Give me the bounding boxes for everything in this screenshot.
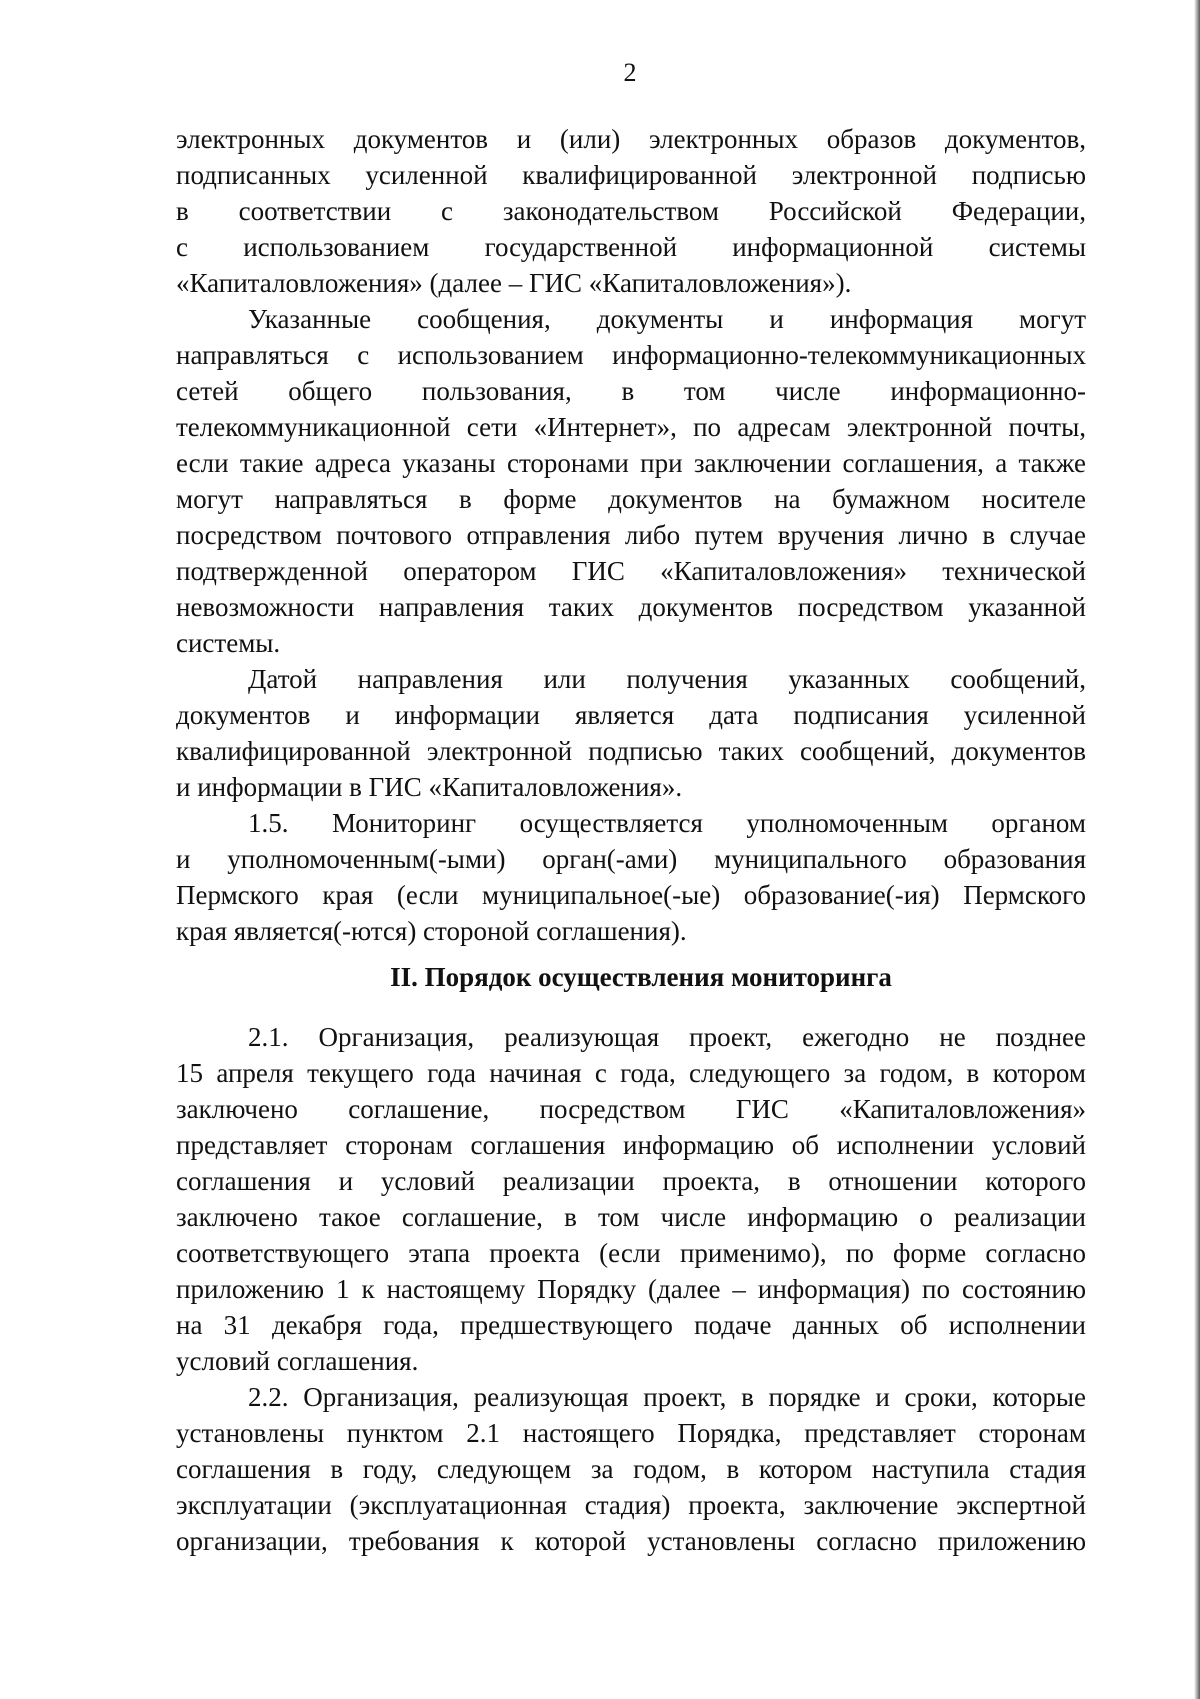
paragraph-line: документов и информации является дата подписания усиленной — [176, 700, 1086, 730]
paragraph-line: сетей общего пользования, в том числе информационно- — [176, 376, 1086, 406]
paragraph — [176, 661, 1086, 805]
paragraph-line: Датой направления или получения указанных сообщений, — [248, 664, 1086, 694]
paragraph-line: и информации в ГИС «Капиталовложения». — [176, 772, 683, 802]
paragraph-line: 2.1. Организация, реализующая проект, ежегодно не позднее — [248, 1022, 1086, 1052]
paragraph-line: с использованием государственной информационной системы — [176, 232, 1086, 262]
paragraph-line: установлены пунктом 2.1 настоящего Порядка, представляет сторонам — [176, 1418, 1086, 1448]
paragraph — [176, 805, 1086, 949]
paragraph-line: Указанные сообщения, документы и информация могут — [248, 304, 1086, 334]
paragraph-line: 2.2. Организация, реализующая проект, в порядке и сроки, которые — [248, 1382, 1086, 1412]
paragraph-line: в соответствии с законодательством Российской Федерации, — [176, 196, 1086, 226]
paragraph-line: края является(-ются) стороной соглашения). — [176, 916, 687, 946]
intro-paragraphs — [176, 121, 1086, 949]
paragraph-line: условий соглашения. — [176, 1346, 419, 1376]
paragraph-line: 15 апреля текущего года начиная с года, следующего за годом, в котором — [176, 1058, 1086, 1088]
paragraph-line: представляет сторонам соглашения информацию об исполнении условий — [176, 1130, 1086, 1160]
paragraph-line: квалифицированной электронной подписью таких сообщений, документов — [176, 736, 1086, 766]
paragraph-line: организации, требования к которой установлены согласно приложению — [176, 1526, 1086, 1556]
paragraph-line: направляться с использованием информационно-телекоммуникационных — [176, 340, 1086, 370]
paragraph-line: на 31 декабря года, предшествующего подаче данных об исполнении — [176, 1310, 1086, 1340]
paragraph-line: эксплуатации (эксплуатационная стадия) проекта, заключение экспертной — [176, 1490, 1086, 1520]
paragraph-line: электронных документов и (или) электронных образов документов, — [176, 124, 1086, 154]
paragraph-line: подписанных усиленной квалифицированной электронной подписью — [176, 160, 1086, 190]
paragraph-line: могут направляться в форме документов на бумажном носителе — [176, 484, 1086, 514]
section-paragraphs — [176, 1019, 1086, 1559]
paragraph — [176, 1019, 1086, 1379]
paragraph-line: приложению 1 к настоящему Порядку (далее – информация) по состоянию — [176, 1274, 1086, 1304]
page-number: 2 — [623, 58, 637, 87]
paragraph-line: соглашения и условий реализации проекта, в отношении которого — [176, 1166, 1086, 1196]
paragraph-line: Пермского края (если муниципальное(-ые) образование(-ия) Пермского — [176, 880, 1086, 910]
paragraph — [176, 1379, 1086, 1559]
paragraph-line: соглашения в году, следующем за годом, в котором наступила стадия — [176, 1454, 1086, 1484]
paragraph — [176, 121, 1086, 301]
section-heading: II. Порядок осуществления мониторинга — [390, 962, 892, 992]
paragraph-line: 1.5. Мониторинг осуществляется уполномоченным органом — [248, 808, 1086, 838]
paragraph-line: невозможности направления таких документов посредством указанной — [176, 592, 1086, 622]
paragraph-line: подтвержденной оператором ГИС «Капиталовложения» технической — [176, 556, 1086, 586]
paragraph-line: телекоммуникационной сети «Интернет», по адресам электронной почты, — [176, 412, 1086, 442]
scan-edge-shadow — [1194, 0, 1200, 1699]
paragraph-line: и уполномоченным(-ыми) орган(-ами) муниципального образования — [176, 844, 1086, 874]
document-body — [176, 121, 1086, 1559]
paragraph — [176, 301, 1086, 661]
paragraph-line: заключено такое соглашение, в том числе информацию о реализации — [176, 1202, 1086, 1232]
paragraph-line: если такие адреса указаны сторонами при заключении соглашения, а также — [176, 448, 1086, 478]
paragraph-line: соответствующего этапа проекта (если применимо), по форме согласно — [176, 1238, 1086, 1268]
paragraph-line: заключено соглашение, посредством ГИС «Капиталовложения» — [176, 1094, 1086, 1124]
paragraph-line: системы. — [176, 628, 281, 658]
paragraph-line: посредством почтового отправления либо путем вручения лично в случае — [176, 520, 1086, 550]
paragraph-line: «Капиталовложения» (далее – ГИС «Капиталовложения»). — [176, 268, 852, 298]
